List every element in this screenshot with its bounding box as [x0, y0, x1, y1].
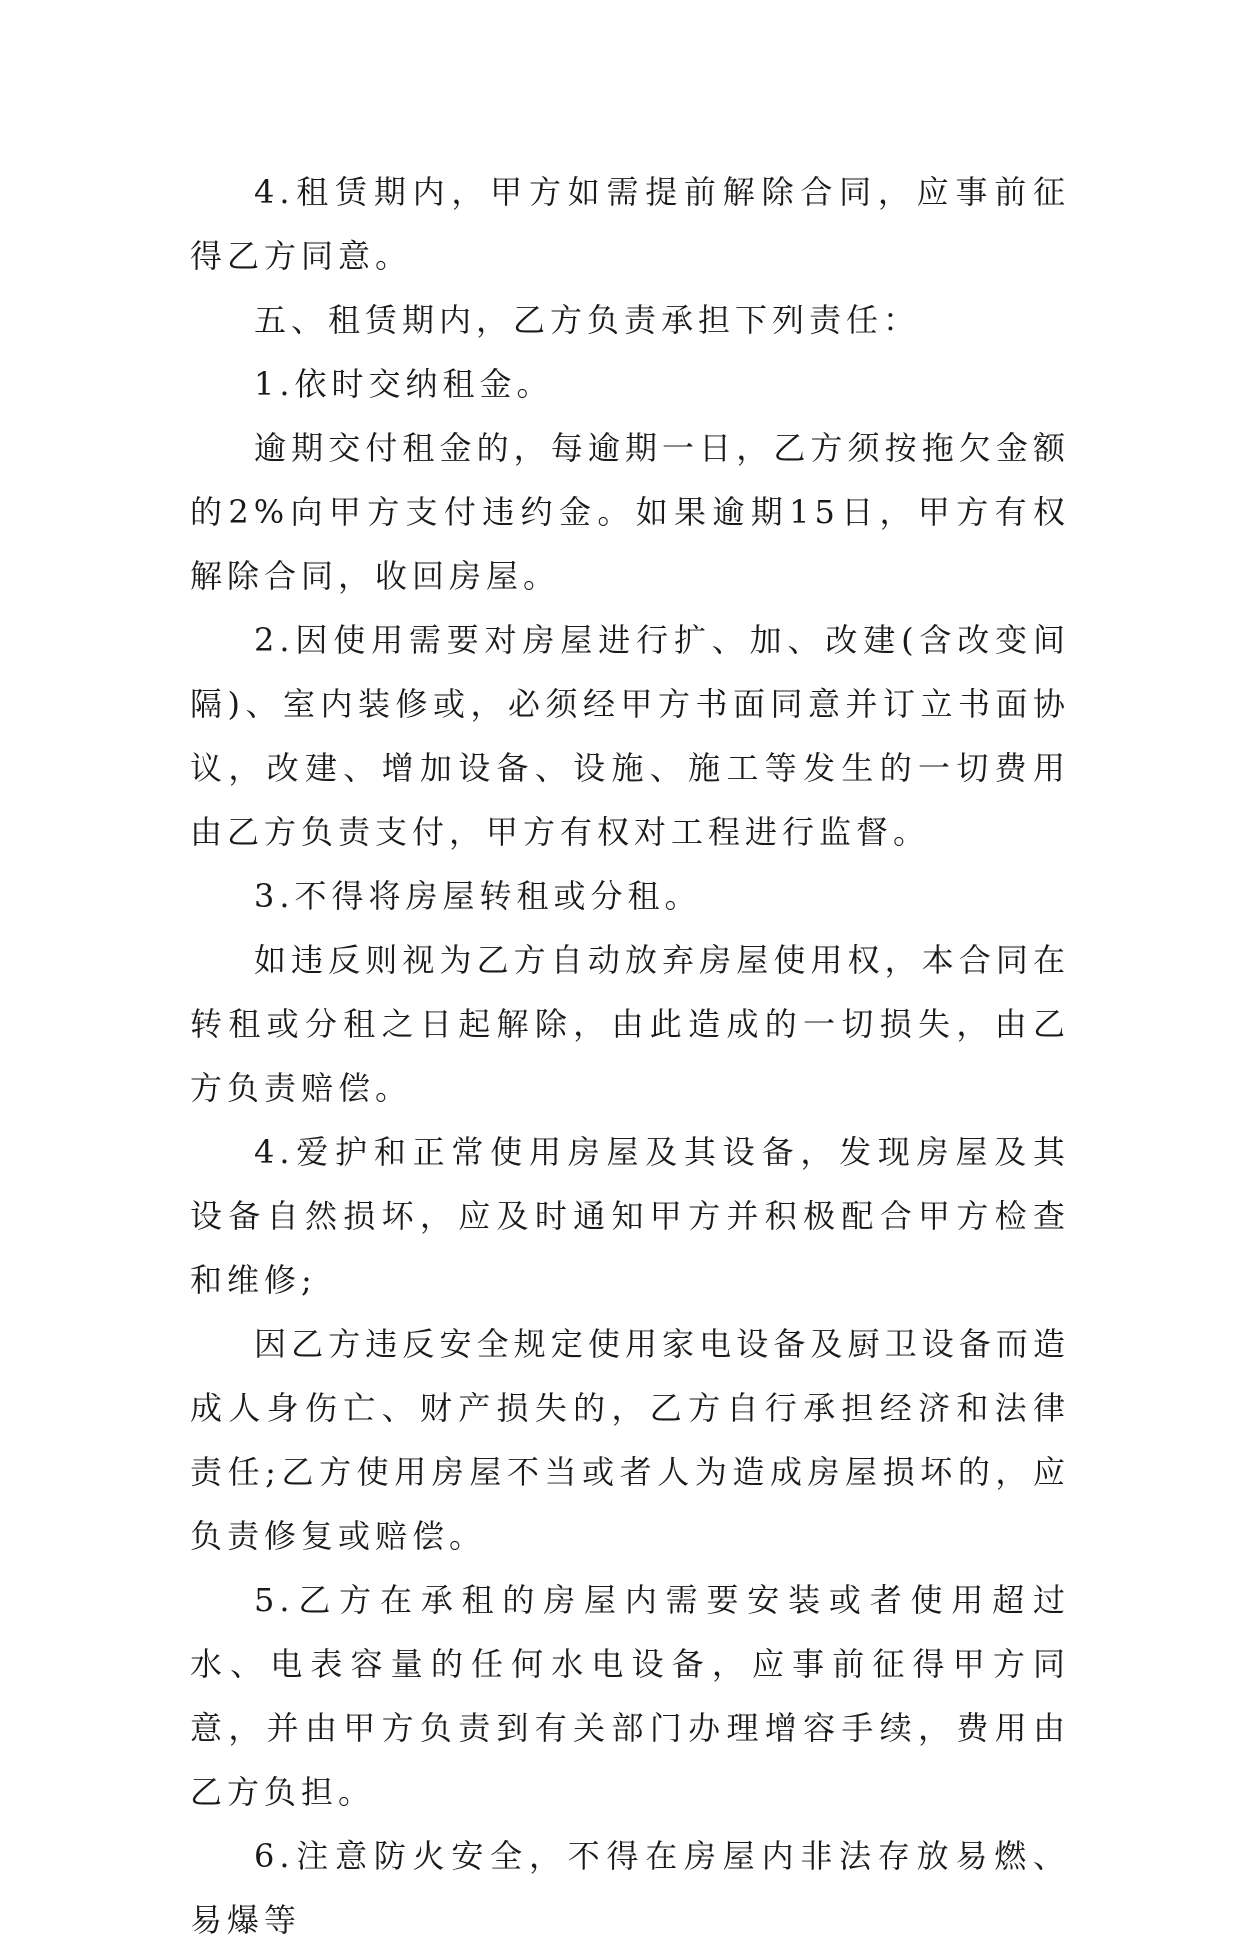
paragraph-item-2-renovation: 2.因使用需要对房屋进行扩、加、改建(含改变间隔)、室内装修或，必须经甲方书面同意并订立书面协议，改建、增加设备、设施、施工等发生的一切费用由乙方负责支付，甲方有权对工程进行监督。: [190, 621, 1070, 851]
paragraph-item-1-pay-rent: 1.依时交纳租金。: [254, 365, 554, 403]
paragraph-item-4-care-of-property: 4.爱护和正常使用房屋及其设备，发现房屋及其设备自然损坏，应及时通知甲方并积极配合甲方检查和维修;: [190, 1133, 1070, 1299]
paragraph-clause-4-early-termination: 4.租赁期内，甲方如需提前解除合同，应事前征得乙方同意。: [190, 173, 1070, 275]
paragraph-late-payment-penalty: 逾期交付租金的，每逾期一日，乙方须按拖欠金额的2%向甲方支付违约金。如果逾期15日，甲方有权解除合同，收回房屋。: [190, 429, 1070, 595]
document-body: [190, 160, 1070, 1952]
paragraph-item-5-utilities-capacity: 5.乙方在承租的房屋内需要安装或者使用超过水、电表容量的任何水电设备，应事前征得甲方同意，并由甲方负责到有关部门办理增容手续，费用由乙方负担。: [190, 1581, 1070, 1811]
paragraph-sublease-violation: 如违反则视为乙方自动放弃房屋使用权，本合同在转租或分租之日起解除，由此造成的一切损失，由乙方负责赔偿。: [190, 941, 1070, 1107]
paragraph-item-6-fire-safety: 6.注意防火安全，不得在房屋内非法存放易燃、易爆等: [190, 1837, 1070, 1939]
paragraph-safety-liability: 因乙方违反安全规定使用家电设备及厨卫设备而造成人身伤亡、财产损失的，乙方自行承担经济和法律责任;乙方使用房屋不当或者人为造成房屋损坏的，应负责修复或赔偿。: [190, 1325, 1070, 1555]
paragraph-item-3-no-sublease: 3.不得将房屋转租或分租。: [254, 877, 702, 915]
paragraph-section-5-heading: 五、租赁期内，乙方负责承担下列责任：: [254, 301, 921, 339]
